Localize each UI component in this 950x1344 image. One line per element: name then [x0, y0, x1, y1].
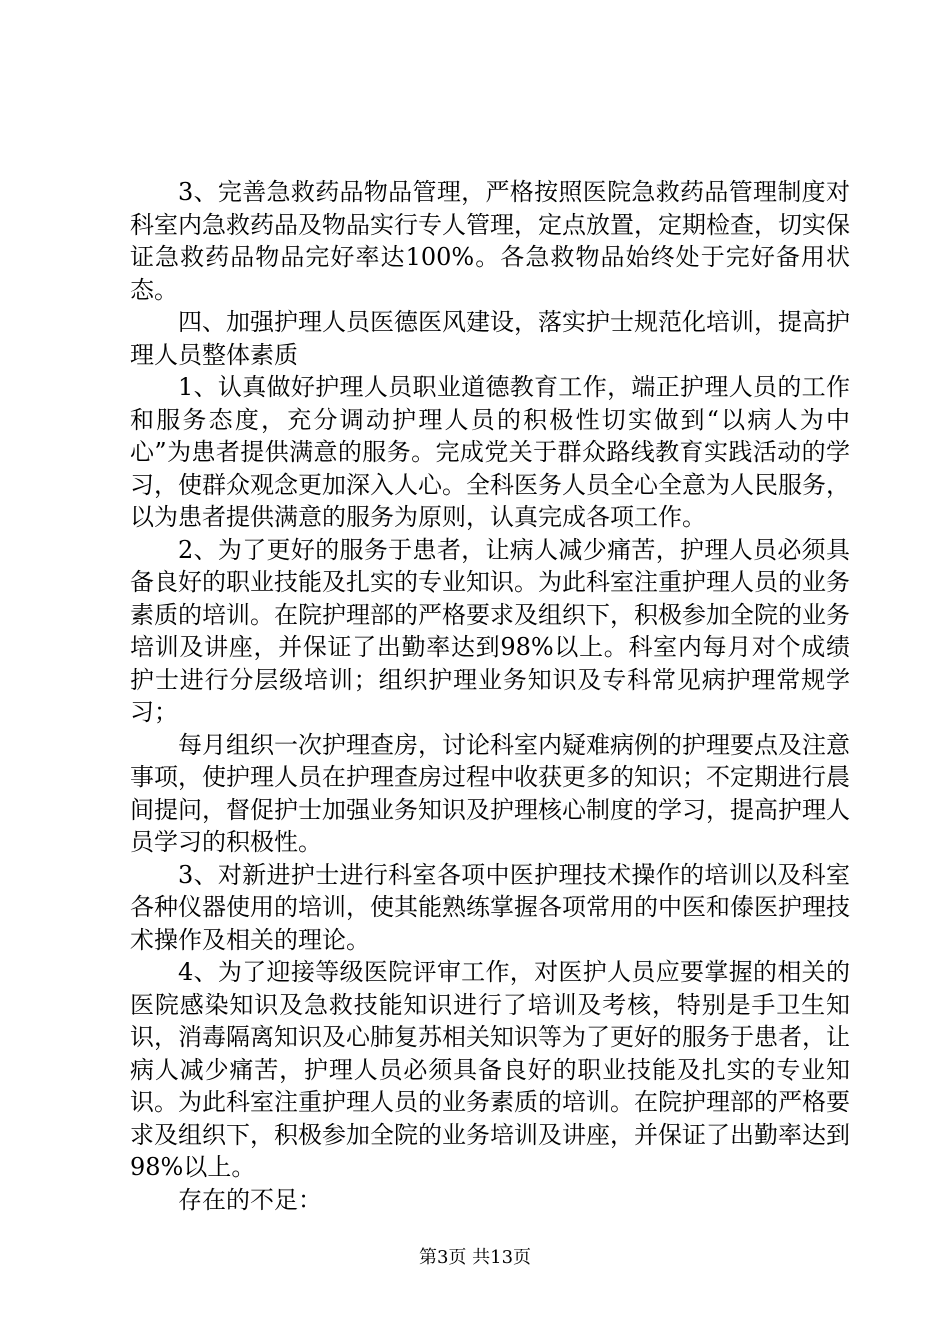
paragraph-item-2: 2、为了更好的服务于患者，让病人减少痛苦，护理人员必须具备良好的职业技能及扎实的专业知识。为此科室注重护理人员的业务素质的培训。在院护理部的严格要求及组织下，积极参加全院的业务培训及讲座，并保证了出勤率达到98%以上。科室内每月对个成绩护士进行分层级培训；组织护理业务知识及专科常见病护理常规学习； [130, 535, 850, 726]
paragraph-item-4: 4、为了迎接等级医院评审工作，对医护人员应要掌握的相关的医院感染知识及急救技能知识进行了培训及考核，特别是手卫生知识，消毒隔离知识及心肺复苏相关知识等为了更好的服务于患者，让病人减少痛苦，护理人员必须具备良好的职业技能及扎实的专业知识。为此科室注重护理人员的业务素质的培训。在院护理部的严格要求及组织下，积极参加全院的业务培训及讲座，并保证了出勤率达到98%以上。 [130, 958, 850, 1181]
page-footer: 第3页 共13页 [418, 1247, 532, 1268]
paragraph-item-3: 3、完善急救药品物品管理，严格按照医院急救药品管理制度对科室内急救药品及物品实行专人管理，定点放置，定期检查，切实保证急救药品物品完好率达100%。各急救物品始终处于完好备用状态。 [130, 178, 850, 304]
paragraph-monthly-rounds: 每月组织一次护理查房，讨论科室内疑难病例的护理要点及注意事项，使护理人员在护理查房过程中收获更多的知识；不定期进行晨间提问，督促护士加强业务知识及护理核心制度的学习，提高护理人员学习的积极性。 [130, 730, 850, 856]
paragraph-shortcomings: 存在的不足： [178, 1185, 322, 1214]
section-heading-4: 四、加强护理人员医德医风建设，落实护士规范化培训，提高护理人员整体素质 [130, 308, 850, 369]
paragraph-item-1: 1、认真做好护理人员职业道德教育工作，端正护理人员的工作和服务态度，充分调动护理人员的积极性切实做到“以病人为中心”为患者提供满意的服务。完成党关于群众路线教育实践活动的学习，使群众观念更加深入人心。全科医务人员全心全意为人民服务，以为患者提供满意的服务为原则，认真完成各项工作。 [130, 373, 850, 531]
paragraph-item-3b: 3、对新进护士进行科室各项中医护理技术操作的培训以及科室各种仪器使用的培训，使其能熟练掌握各项常用的中医和傣医护理技术操作及相关的理论。 [130, 860, 850, 954]
document-body [130, 176, 850, 1216]
